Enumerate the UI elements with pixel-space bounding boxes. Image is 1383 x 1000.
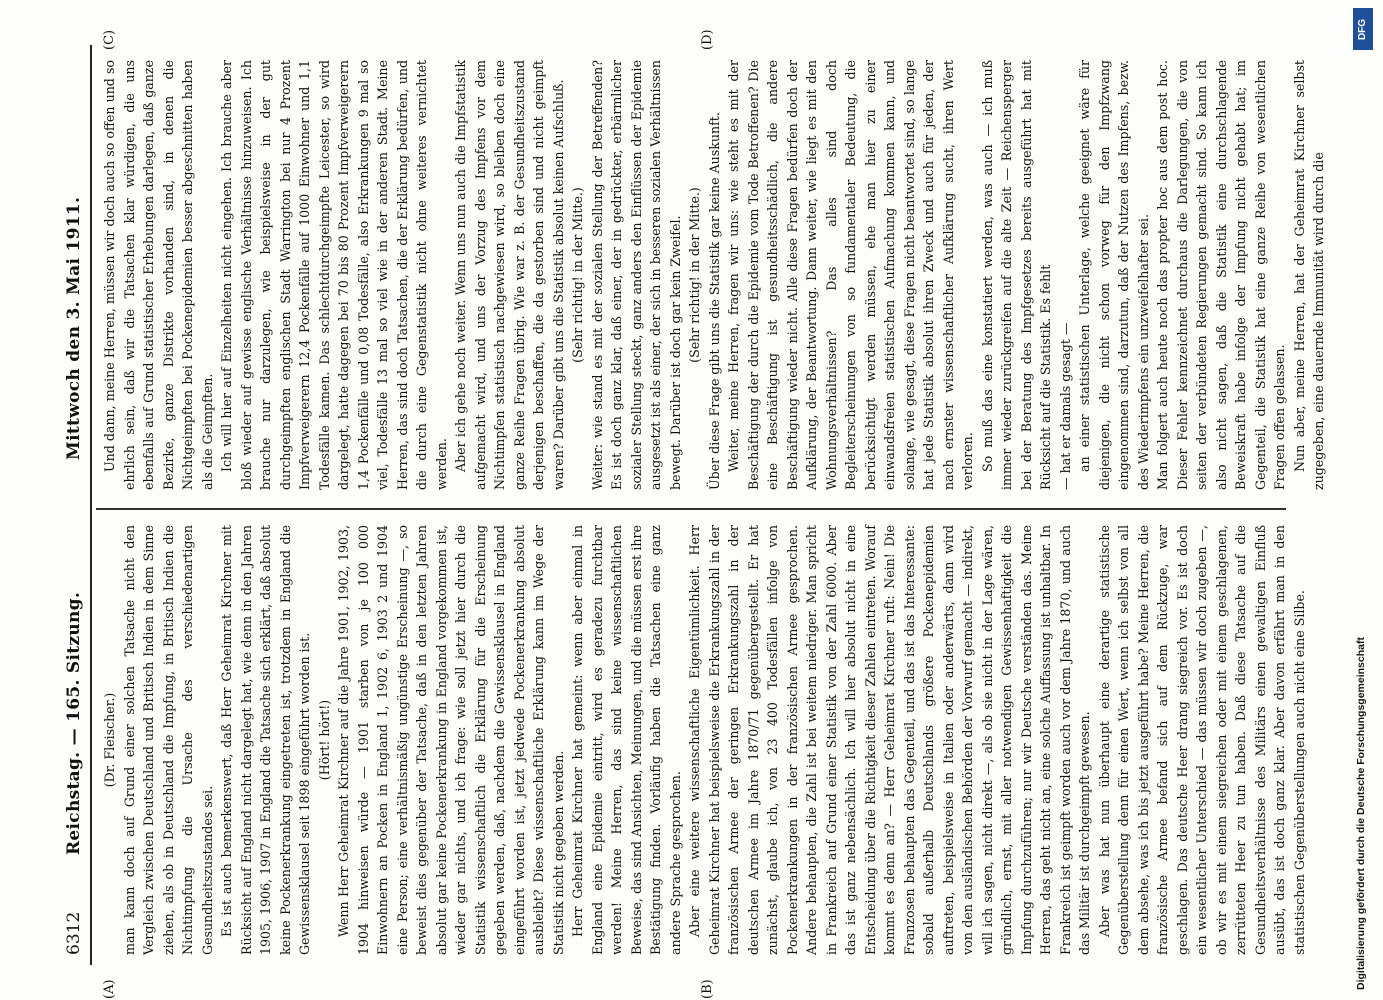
margin-marker-d: (D) [700,29,715,50]
paragraph: Es ist auch bemerkenswert, daß Herr Geheimrat Kirchner mit Rücksicht auf England nicht dargelegt hat, wie denn in den Jahren 1905, 1906, 1907 in England die Tatsache sich erklärt, daß absolut keine Pockenerkrankung eingetreten ist, trotzdem in England die Gewissensklausel seit 1898 eingeführt worden ist. [219,525,312,955]
header-right-title: Mittwoch den 3. Mai 1911. [64,196,84,460]
header-left-title: Reichstag. — 165. Sitzung. [64,591,84,855]
paragraph: Aber was hat nun überhaupt eine derartige statistische Gegenüberstellung denn für einen Wert, wenn ich selbst von all dem absehe, was ich bis jetzt ausgeführt habe? Meine Herren, die französische Armee befand sich auf dem Rückzuge, war geschlagen. Das deutsche Heer drang siegreich vor. Es ist doch ein wesentlicher Unterschied — das müssen wir doch zugeben —, ob wir es mit einem siegreichen oder mit einem geschlagenen, zerrütteten Heer zu tun haben. Daß diese Tatsache auf die Gesundheitsverhältnisse des Militärs einen gewaltigen Einfluß ausübt, das ist doch ganz klar. Aber davon erfährt man in den statistischen Gegenüberstellungen auch nicht eine Silbe. [1096,525,1307,955]
left-column [100,525,1309,955]
paragraph: Man folgert auch heute noch das propter hoc aus dem post hoc. Dieser Fehler kennzeichnet durchaus die Darlegungen, die von seiten der verbündeten Regierungen gemacht sind. So kann ich also nicht sagen, daß die Statistik eine durchschlagende Beweiskraft habe infolge der Impfung nicht gehabt hat; im Gegenteil, die Statistik hat eine ganze Reihe von wesentlichen Fragen offen gelassen. [1155,60,1287,490]
paragraph: Wenn Herr Geheimrat Kirchner auf die Jahre 1901, 1902, 1903, 1904 hinweisen würde — 1901 starben von je 100 000 Einwohnern an Pocken in England 1, 1902 6, 1903 2 und 1904 eine Person; eine verhältnismäßig ungünstige Erscheinung —, so beweist dies gegenüber der Tatsache, daß in den letzten Jahren absolut gar keine Pockenerkrankung in England vorgekommen ist, wieder gar nichts, und ich frage: wie soll jetzt hier durch die Statistik wissenschaftlich die Erklärung für die Erscheinung gegeben werden, daß, nachdem die Gewissensklausel in England eingeführt worden ist, jetzt jedwede Pockenerkrankung absolut ausbleibt? Diese wissenschaftliche Erklärung kann im Wege der Statistik nicht gegeben werden. [336,525,566,955]
interjection: (Hört! hört!) [316,699,332,781]
digitization-sidebar [1351,0,1377,1000]
paragraph: Herr Geheimrat Kirchner hat gemeint: wenn aber einmal in England eine Epidemie eintritt, wird es geradezu furchtbar werden! Meine Herren, das sind keine wissenschaftlichen Beweise, das sind Ansichten, Meinungen, und die müssen erst ihre Bestätigung finden. Vorläufig haben die Tatsachen eine ganz andere Sprache gesprochen. [570,525,683,955]
paragraph: man kann doch auf Grund einer solchen Tatsache nicht den Vergleich zwischen Deutschland und Britisch Indien in dem Sinne ziehen, als ob in Deutschland die Impfung, in Britisch Indien die Nichtimpfung die Ursache des verschiedenartigen Gesundheitszustandes sei. [121,525,215,955]
page-header [58,45,98,965]
paragraph: Über diese Frage gibt uns die Statistik gar keine Auskunft. [706,112,722,490]
digitization-note: Digitalisierung gefördert durch die Deutsche Forschungsgemeinschaft [1355,637,1367,990]
paragraph: Aber ich gehe noch weiter. Wenn uns nun auch die Impfstatistik aufgemacht wird, und uns der Vorzug des Impfens vor dem Nichtimpfen statistisch nachgewiesen wird, so bleiben doch eine ganze Reihe Fragen übrig. Wie war z. B. der Gesundheitszustand derjenigen beschaffen, die da gestorben sind und nicht geimpft waren? Darüber gibt uns die Statistik absolut keinen Aufschluß. [453,60,566,490]
margin-marker-b: (B) [700,979,715,999]
paragraph: Und dann, meine Herren, müssen wir doch auch so offen und so ehrlich sein, daß wir die Tatsachen klar würdigen, die uns ebenfalls auf Grund statistischer Erhebungen darlegen, daß ganze Bezirke, ganze Distrikte vorhanden sind, in denen die Nichtgeimpften bei Pockenepidemien besser abgeschnitten haben als die Geimpften. [102,60,215,490]
margin-marker-c: (C) [102,29,117,50]
page-number: 6312 [64,911,84,955]
right-column [100,60,1329,490]
interjection: (Sehr richtig! in der Mitte.) [687,187,702,363]
interjection: (Sehr richtig! in der Mitte.) [570,187,585,363]
paragraph: Weiter: wie stand es mit der sozialen Stellung der Betreffenden? Es ist doch ganz klar, daß einer, der in gedrückter, erbärmlicher sozialer Stellung steckt, ganz anders den Einflüssen der Epidemie ausgesetzt ist als einer, der sich in besseren sozialen Verhältnissen bewegt. Darüber ist doch gar kein Zweifel. [589,60,683,490]
paragraph: Weiter, meine Herren, fragen wir uns: wie steht es mit der Beschäftigung der durch die Epidemie vom Tode Betroffenen? Die eine Beschäftigung ist gesundheitsschädlich, die andere Beschäftigung wieder nicht. Alle diese Fragen bedürfen doch der Aufklärung, der Beantwortung. Dann weiter, wie liegt es mit den Wohnungsverhältnissen? Das alles sind doch Begleiterscheinungen von so fundamentaler Bedeutung, die berücksichtigt werden müssen, ehe man hier zu einer einwandsfreien statistischen Aufmachung kommen kann, und solange, wie gesagt, diese Fragen nicht beantwortet sind, so lange hat jede Statistik absolut ihren Zweck und auch für jeden, der nach ernster wissenschaftlicher Aufklärung sucht, ihren Wert verloren. [726,60,975,490]
paragraph: So muß das eine konstatiert werden, was auch — ich muß immer wieder zurückgreifen auf die alte Zeit — Reichensperger bei der Beratung des Impfgesetzes bereits ausgeführt hat mit Rücksicht auf die Statistik. Es fehlt [979,60,1053,490]
dfg-logo: DFG [1353,8,1373,50]
quotation: an einer statistischen Unterlage, welche geeignet wäre für diejenigen, die nicht schon vorweg für den Impfzwang eingenommen sind, darzutun, daß der Nutzen des Impfens, bezw. des Wiederimpfens ein unzweifelhafter sei. [1077,60,1151,490]
margin-marker-a: (A) [102,979,117,999]
column-divider [96,509,1286,511]
interjection: — hat er damals gesagt — [1057,322,1073,490]
header-rule [90,45,92,965]
rotated-page-content [40,29,1330,999]
paragraph: Nun aber, meine Herren, hat der Geheimrat Kirchner selbst zugegeben, eine dauernde Immunität wird durch die [1291,60,1326,490]
paragraph: Aber eine weitere wissenschaftliche Eigentümlichkeit. Herr Geheimrat Kirchner hat beispielsweise die Erkrankungszahl in der französischen Armee der geringen Erkrankungszahl in der deutschen Armee im Jahre 1870/71 gegenübergestellt. Er hat zunächst, glaube ich, von 23 400 Todesfällen infolge von Pockenerkrankungen in der französischen Armee gesprochen. Andere behaupten, die Zahl ist bei weitem niedriger. Man spricht in Frankreich auf Grund einer Statistik von der Zahl 6000. Aber das ist ganz nebensächlich. Ich will hier absolut nicht in eine Entscheidung über die Richtigkeit dieser Zahlen eintreten. Worauf kommt es denn an? — Herr Geheimrat Kirchner ruft: Nein! Die Franzosen behaupten das Gegenteil, und das ist das Interessante: sobald außerhalb Deutschlands größere Pockenepidemien auftreten, beispielsweise in Italien oder anderwärts, dann wird von den ausländischen Behörden der Vorwurf gemacht — indirekt, will ich sagen, nicht direkt —, als ob sie nicht in der Lage wären, gründlich, ernst, mit aller notwendigen Gewissenhaftigkeit die Impfung durchzuführen; nur wir Deutsche verständen das. Meine Herren, das geht nicht an, eine solche Auffassung ist unhaltbar. In Frankreich ist geimpft worden auch vor dem Jahre 1870, und auch das Militär ist durchgeimpft gewesen. [687,525,1092,955]
speaker-tag: (Dr. Fleischer.) [102,692,117,788]
paragraph: Ich will hier auf Einzelheiten nicht eingehen. Ich brauche aber bloß wieder auf gewisse englische Verhältnisse hinzuweisen. Ich brauche nur darzulegen, wie beispielsweise in der gut durchgeimpften englischen Stadt Warrington bei nur 4 Prozent Impfverweigerern 12,4 Pockenfälle auf 1000 Einwohner und 1,1 Todesfälle kamen. Das schlechtdurchgeimpfte Leicester, so wird dargelegt, hatte dagegen bei 70 bis 80 Prozent Impfverweigerern 1,4 Pockenfälle und 0,08 Todesfälle, also Erkrankungen 9 mal so viel, Todesfälle 13 mal so viel wie in der anderen Stadt. Meine Herren, das sind doch Tatsachen, die der Erklärung bedürfen, und die durch eine Gegenstatistik nicht ohne weiteres vernichtet werden. [219,60,449,490]
